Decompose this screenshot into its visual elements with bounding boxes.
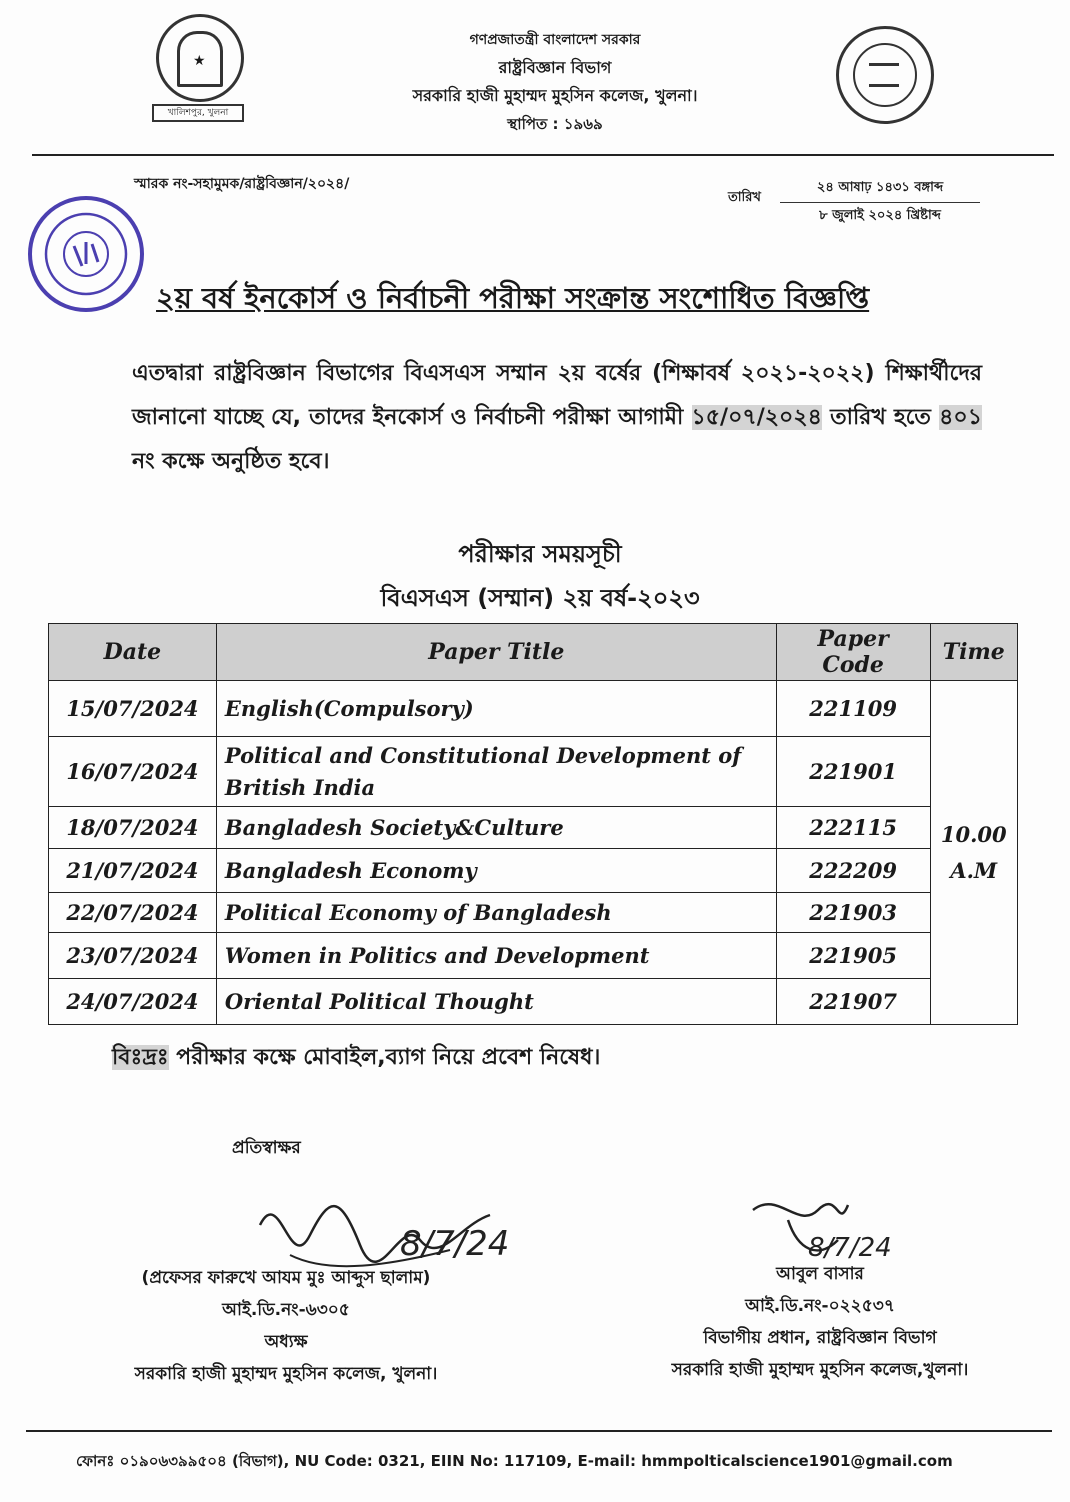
row-title: Oriental Political Thought xyxy=(216,979,776,1025)
college-logo-left xyxy=(152,14,244,124)
established-year: স্থাপিত : ১৯৬৯ xyxy=(507,115,603,133)
signatory-left-id: আই.ডি.নং-৬৩০৫ xyxy=(222,1300,350,1320)
signatory-right-org: সরকারি হাজী মুহাম্মদ মুহসিন কলেজ,খুলনা। xyxy=(671,1360,969,1380)
letterhead xyxy=(300,26,810,138)
schedule-heading: পরীক্ষার সময়সূচী xyxy=(458,540,622,568)
department-seal-stamp xyxy=(26,194,146,314)
header-time: Time xyxy=(930,624,1017,681)
row-date: 16/07/2024 xyxy=(49,737,217,807)
body-text: এতদ্বারা রাষ্ট্রবিজ্ঞান বিভাগের বিএসএস সম্মান ২য় বর্ষের (শিক্ষাবর্ষ ২০২১-২০২২) শিক্ষার্থীদের জানানো যাচ্ছে যে, তাদের ইনকোর্স ও নির্বাচনী পরীক্ষা আগামী xyxy=(132,361,982,430)
signatory-left-org: সরকারি হাজী মুহাম্মদ মুহসিন কলেজ, খুলনা। xyxy=(134,1364,438,1384)
row-date: 24/07/2024 xyxy=(49,979,217,1025)
time-cell xyxy=(930,681,1017,1025)
signatory-right-id: আই.ডি.নং-০২২৫৩৭ xyxy=(745,1296,895,1316)
book-icon xyxy=(869,63,899,87)
time-value: 10.00 xyxy=(940,821,1007,847)
start-date-highlight: ১৫/০৭/২০২৪ xyxy=(691,405,822,430)
table-row xyxy=(49,737,1018,807)
date-bangla: ২৪ আষাঢ় ১৪৩১ বঙ্গাব্দ xyxy=(780,178,980,203)
header-divider xyxy=(32,154,1054,156)
footer-divider xyxy=(26,1430,1052,1432)
row-date: 21/07/2024 xyxy=(49,849,217,893)
notice-title: ২য় বর্ষ ইনকোর্স ও নির্বাচনী পরীক্ষা সংক্রান্ত সংশোধিত বিজ্ঞপ্তি xyxy=(156,281,870,315)
room-number-highlight: ৪০১ xyxy=(939,405,982,430)
notice-note xyxy=(112,1040,600,1077)
header-date: Date xyxy=(49,624,217,681)
row-date: 23/07/2024 xyxy=(49,933,217,979)
table-row xyxy=(49,807,1018,849)
signatory-left-name: (প্রফেসর ফারুখে আযম মুঃ আব্দুস ছালাম) xyxy=(141,1268,431,1288)
table-row xyxy=(49,849,1018,893)
table-header-row xyxy=(49,624,1018,681)
body-text-2: তারিখ হতে xyxy=(821,405,940,430)
row-date: 15/07/2024 xyxy=(49,681,217,737)
table-row xyxy=(49,933,1018,979)
signatory-right xyxy=(610,1258,1030,1386)
exam-schedule-table xyxy=(48,623,1018,1025)
head-sign-date: 8/7/24 xyxy=(808,1233,892,1263)
note-label: বিঃদ্রঃ xyxy=(112,1045,169,1070)
table-row xyxy=(49,681,1018,737)
memo-date-label: তারিখ xyxy=(728,190,761,205)
row-title: English(Compulsory) xyxy=(216,681,776,737)
body-text-3: নং কক্ষে অনুষ্ঠিত হবে। xyxy=(132,449,330,474)
row-code: 221901 xyxy=(776,737,930,807)
date-english: ৮ জুলাই ২০২৪ খ্রিষ্টাব্দ xyxy=(819,208,941,223)
row-title: Bangladesh Economy xyxy=(216,849,776,893)
signatory-left-designation: অধ্যক্ষ xyxy=(264,1332,308,1352)
countersign-label: প্রতিস্বাক্ষর xyxy=(232,1138,301,1158)
header-paper-title: Paper Title xyxy=(216,624,776,681)
notice-body xyxy=(132,352,982,484)
logo-caption: খালিশপুর, খুলনা xyxy=(152,104,244,122)
department-logo-right xyxy=(836,26,934,124)
row-code: 222209 xyxy=(776,849,930,893)
header-paper-code: Paper Code xyxy=(776,624,930,681)
college-name: সরকারি হাজী মুহাম্মদ মুহসিন কলেজ, খুলনা। xyxy=(412,86,698,105)
table-row xyxy=(49,893,1018,933)
principal-sign-date: 8/7/24 xyxy=(400,1224,510,1264)
signatory-right-name: আবুল বাসার xyxy=(776,1264,864,1284)
table-row xyxy=(49,979,1018,1025)
footer-contact: ফোনঃ ০১৯০৬৩৯৯৫০৪ (বিভাগ), NU Code: 0321, EIIN No: 117109, E-mail: hmmpolticalscience1901@gmail.com xyxy=(76,1452,953,1470)
schedule-subheading: বিএসএস (সম্মান) ২য় বর্ষ-২০২৩ xyxy=(380,584,700,612)
signatory-right-designation: বিভাগীয় প্রধান, রাষ্ট্রবিজ্ঞান বিভাগ xyxy=(703,1328,937,1348)
department-name: রাষ্ট্রবিজ্ঞান বিভাগ xyxy=(498,58,612,77)
row-title: Political and Constitutional Development of British India xyxy=(216,737,776,807)
row-code: 222115 xyxy=(776,807,930,849)
row-code: 221905 xyxy=(776,933,930,979)
time-period: A.M xyxy=(950,857,998,883)
row-date: 18/07/2024 xyxy=(49,807,217,849)
row-code: 221907 xyxy=(776,979,930,1025)
row-title: Political Economy of Bangladesh xyxy=(216,893,776,933)
govt-name: গণপ্রজাতন্ত্রী বাংলাদেশ সরকার xyxy=(469,32,641,48)
note-text: পরীক্ষার কক্ষে মোবাইল,ব্যাগ নিয়ে প্রবেশ নিষেধ। xyxy=(168,1045,601,1070)
row-title: Women in Politics and Development xyxy=(216,933,776,979)
row-code: 221903 xyxy=(776,893,930,933)
memo-date-block xyxy=(780,178,980,227)
logo-emblem-icon: ★ xyxy=(156,14,244,102)
memo-ref: স্মারক নং-সহামুমক/রাষ্ট্রবিজ্ঞান/২০২৪/ xyxy=(134,176,350,192)
row-code: 221109 xyxy=(776,681,930,737)
row-date: 22/07/2024 xyxy=(49,893,217,933)
signatory-left xyxy=(66,1262,506,1390)
row-title: Bangladesh Society&Culture xyxy=(216,807,776,849)
